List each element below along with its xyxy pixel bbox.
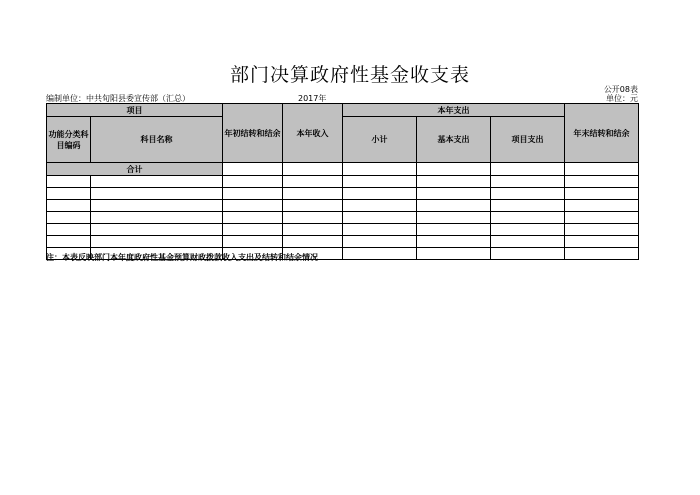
table-cell	[417, 212, 491, 224]
page-title: 部门决算政府性基金收支表	[229, 64, 470, 86]
table-cell	[283, 236, 343, 248]
table-cell	[417, 188, 491, 200]
table-cell	[491, 200, 565, 212]
func-code-header: 功能分类科目编码	[47, 117, 91, 163]
table-cell	[417, 224, 491, 236]
table-cell	[491, 188, 565, 200]
table-cell	[343, 163, 417, 176]
table-cell	[417, 176, 491, 188]
table-cell	[565, 248, 639, 260]
table-cell	[565, 176, 639, 188]
table-cell	[91, 176, 223, 188]
table-cell	[491, 248, 565, 260]
table-cell	[47, 224, 91, 236]
table-cell	[343, 212, 417, 224]
table-cell	[283, 163, 343, 176]
org-label: 编制单位：中共旬阳县委宣传部（汇总）	[46, 94, 190, 103]
form-code: 公开08表	[603, 85, 638, 94]
table-cell	[283, 212, 343, 224]
table-cell	[565, 236, 639, 248]
year-label: 2017年	[298, 94, 327, 103]
meta-row	[46, 93, 638, 103]
opening-balance-header: 年初结转和结余	[223, 104, 283, 163]
table-row	[47, 212, 639, 224]
table-cell	[343, 176, 417, 188]
subject-name-header: 科目名称	[91, 117, 223, 163]
table-cell	[491, 212, 565, 224]
table-cell	[491, 163, 565, 176]
table-row	[47, 200, 639, 212]
table-cell	[223, 236, 283, 248]
expenditure-header: 本年支出	[343, 104, 565, 117]
table-cell	[47, 212, 91, 224]
table-cell	[343, 224, 417, 236]
table-cell	[343, 200, 417, 212]
table-cell	[283, 176, 343, 188]
table-cell	[565, 163, 639, 176]
table-cell	[283, 200, 343, 212]
income-header: 本年收入	[283, 104, 343, 163]
table-cell	[491, 236, 565, 248]
table-cell	[47, 200, 91, 212]
table-cell	[565, 200, 639, 212]
basic-header: 基本支出	[417, 117, 491, 163]
table-cell	[91, 224, 223, 236]
table-cell	[565, 224, 639, 236]
table-cell	[223, 163, 283, 176]
table-cell	[47, 188, 91, 200]
unit-label: 单位：元	[606, 94, 638, 103]
table-row	[47, 188, 639, 200]
table-row	[47, 236, 639, 248]
closing-balance-header: 年末结转和结余	[565, 104, 639, 163]
table-cell	[47, 176, 91, 188]
table-cell	[343, 236, 417, 248]
table-cell	[91, 236, 223, 248]
subtotal-header: 小计	[343, 117, 417, 163]
table-cell	[223, 224, 283, 236]
total-label: 合计	[47, 163, 223, 176]
table-cell	[91, 212, 223, 224]
table-cell	[343, 188, 417, 200]
total-row	[47, 163, 639, 176]
table-cell	[417, 200, 491, 212]
table-cell	[223, 212, 283, 224]
table-cell	[91, 188, 223, 200]
table-cell	[417, 163, 491, 176]
table-cell	[223, 176, 283, 188]
table-cell	[223, 200, 283, 212]
table-cell	[565, 188, 639, 200]
table-cell	[283, 224, 343, 236]
table-cell	[491, 224, 565, 236]
table-cell	[223, 188, 283, 200]
footnote: 注：本表反映部门本年度政府性基金预算财政拨款收入支出及结转和结余情况	[46, 253, 318, 262]
table-cell	[491, 176, 565, 188]
table-cell	[283, 188, 343, 200]
table-cell	[417, 248, 491, 260]
table-row	[47, 224, 639, 236]
table-cell	[417, 236, 491, 248]
fund-table	[46, 103, 639, 260]
project-header: 项目	[47, 104, 223, 117]
table-cell	[343, 248, 417, 260]
table-cell	[91, 200, 223, 212]
project-exp-header: 项目支出	[491, 117, 565, 163]
table-cell	[47, 236, 91, 248]
table-row	[47, 176, 639, 188]
table-cell	[565, 212, 639, 224]
